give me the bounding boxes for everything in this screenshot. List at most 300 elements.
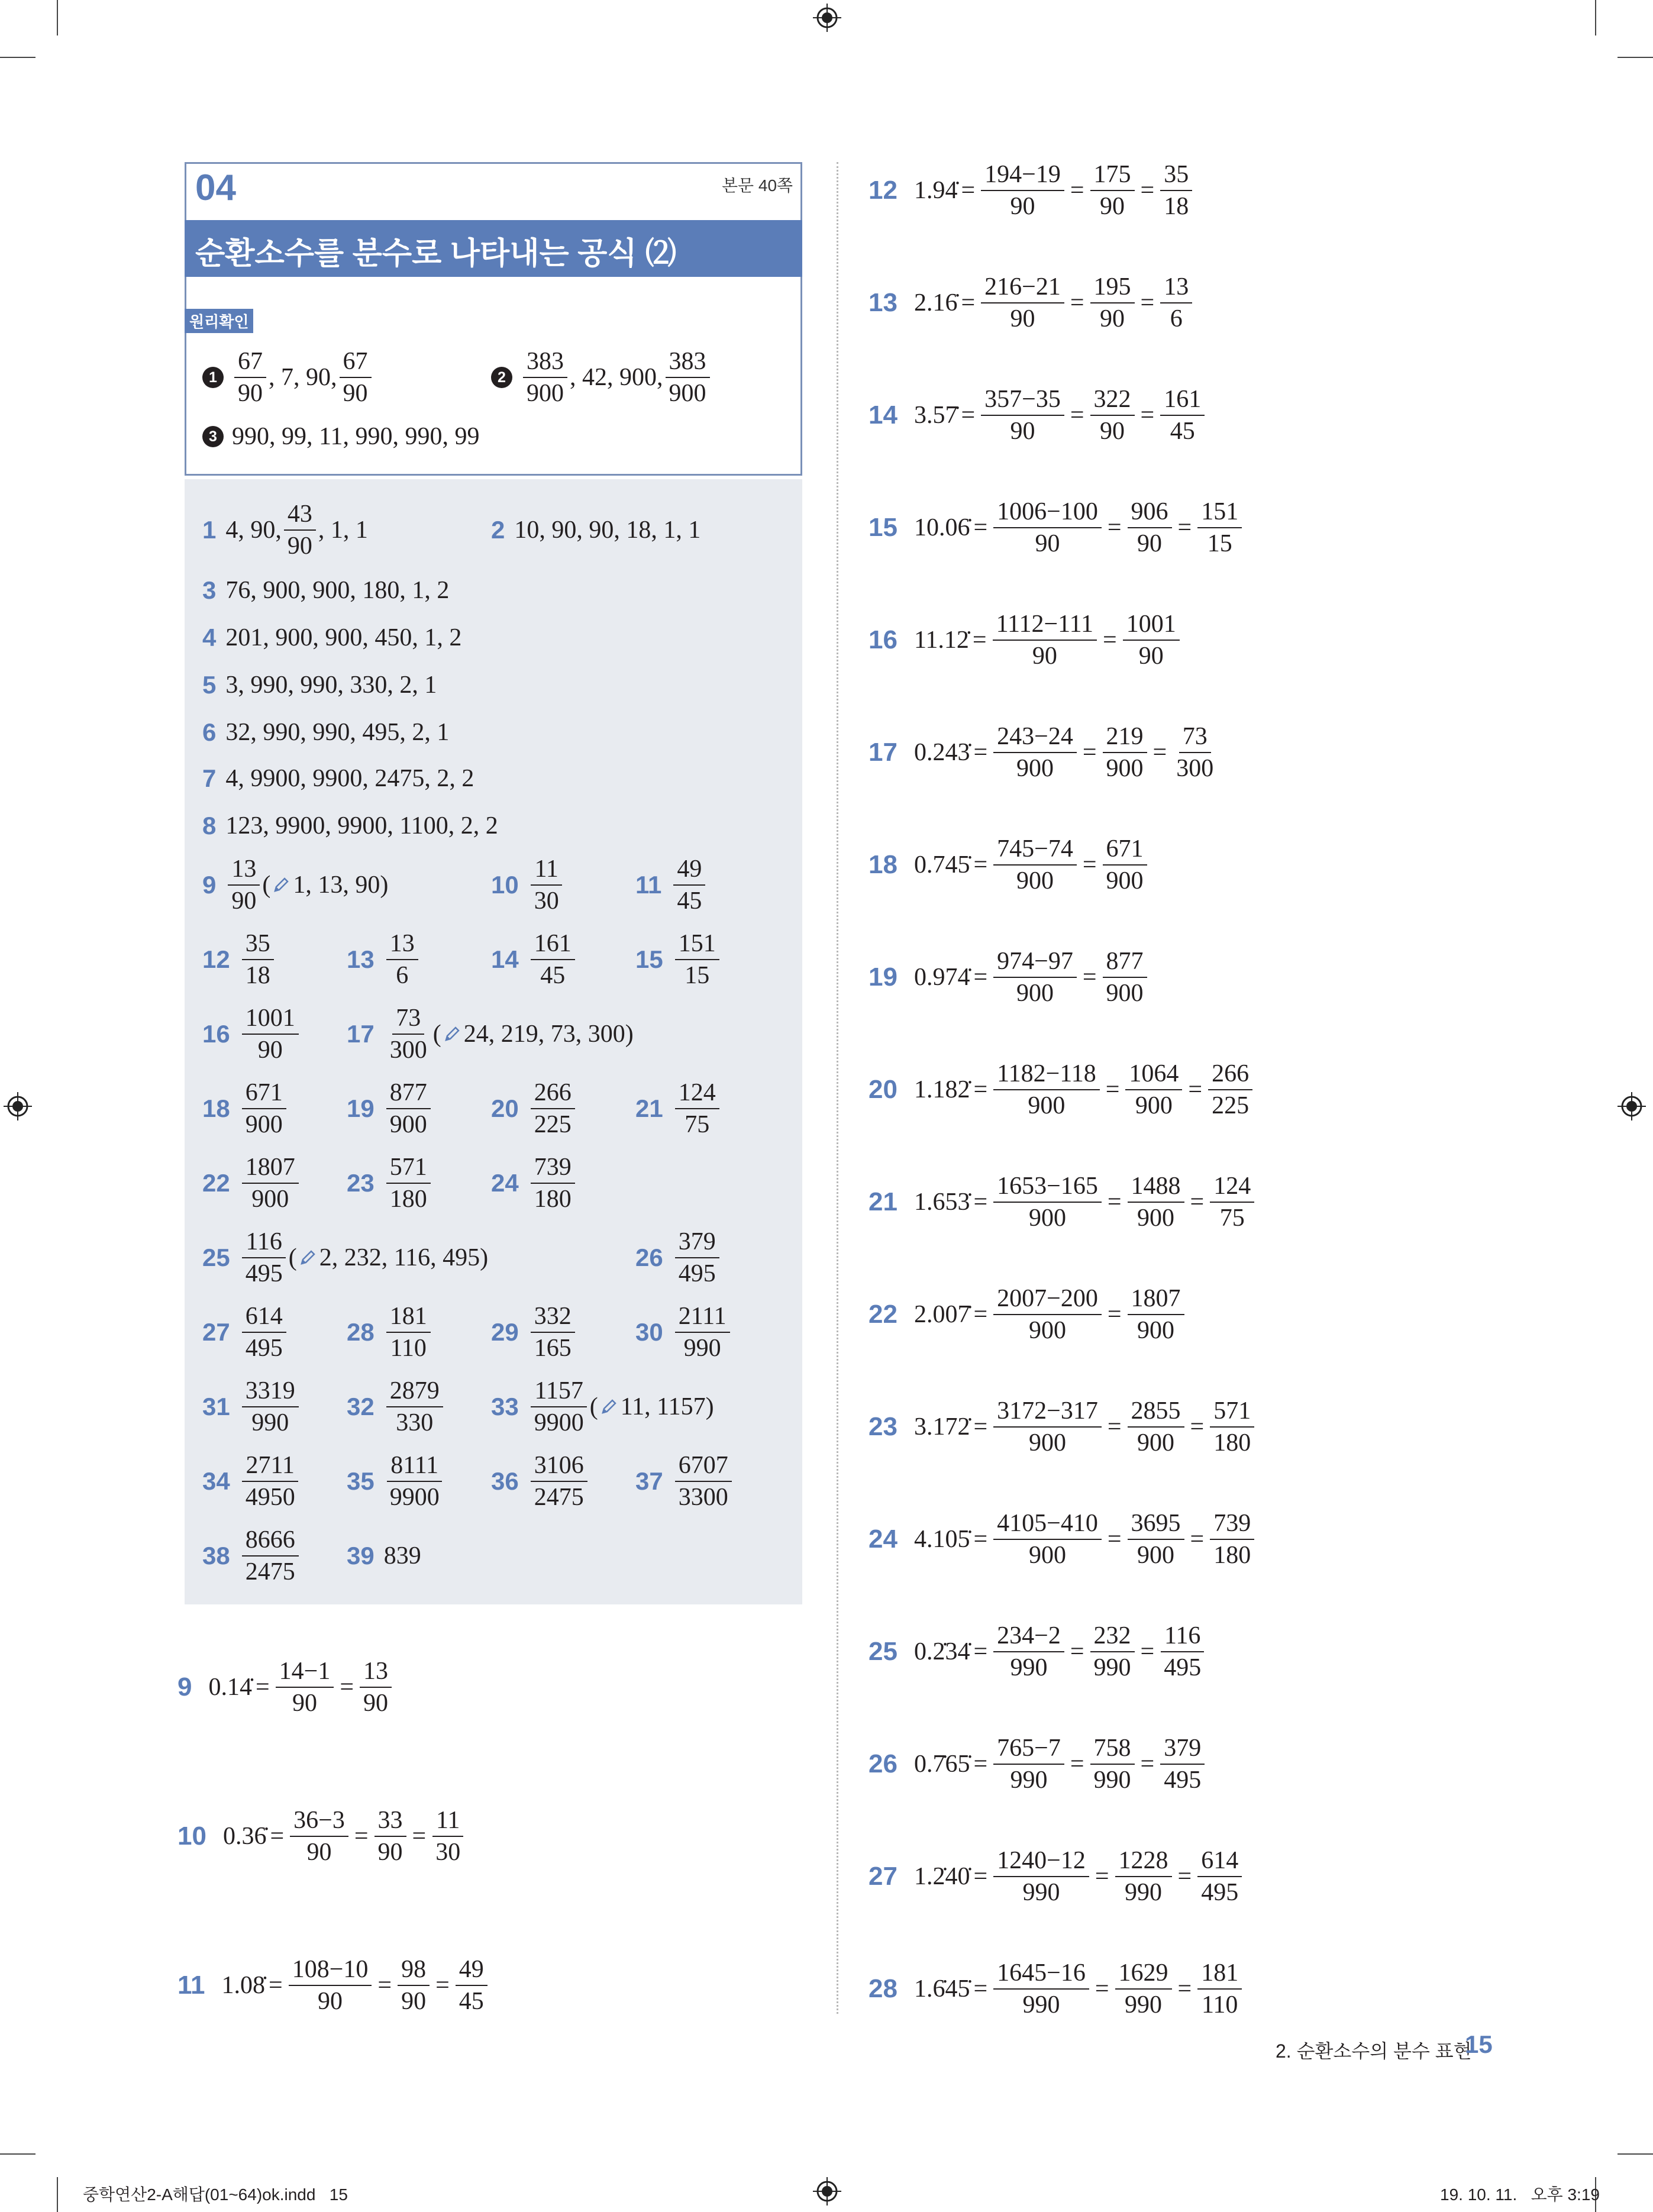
answer-text: 4, 9900, 9900, 2475, 2, 2 — [225, 765, 474, 792]
denominator: 90 — [257, 1036, 283, 1064]
numerator: 35 — [1160, 162, 1192, 191]
repeating-decimal: 2.16̇ — [913, 289, 958, 317]
numerator: 161 — [1160, 387, 1205, 416]
fraction — [666, 349, 710, 406]
denominator: 900 — [1106, 867, 1144, 895]
denominator: 6 — [1170, 305, 1183, 332]
equals-sign: = — [973, 1526, 988, 1553]
repeating-decimal: 4.105̇ — [913, 1526, 970, 1553]
fraction — [531, 1304, 575, 1361]
numerator: 739 — [531, 1155, 575, 1184]
crop-line — [1595, 0, 1596, 35]
numerator: 877 — [1103, 949, 1147, 978]
fraction — [1090, 275, 1135, 331]
solution-number: 22 — [869, 1300, 897, 1329]
answer-number: 11 — [635, 871, 662, 899]
answer-text: ( — [262, 871, 271, 899]
repeating-decimal: 0.745̇ — [913, 851, 970, 879]
answer-12 — [202, 931, 276, 988]
solution-9 — [177, 1658, 394, 1717]
fraction — [1197, 1848, 1242, 1905]
repeating-decimal: 0.7̇65̇ — [913, 1751, 970, 1778]
numerator: 974−97 — [993, 949, 1077, 978]
fraction — [360, 1659, 392, 1716]
fraction — [981, 162, 1064, 219]
solution-15 — [869, 498, 1244, 557]
fraction — [1210, 1399, 1254, 1455]
solution-number: 26 — [869, 1749, 897, 1778]
answer-number: 23 — [347, 1169, 374, 1197]
numerator: 671 — [242, 1080, 286, 1109]
solution-number: 20 — [869, 1075, 897, 1104]
numerator: 877 — [386, 1080, 431, 1109]
equals-sign: = — [973, 1076, 988, 1103]
unit-number: 04 — [195, 167, 236, 208]
fraction — [456, 1957, 487, 2014]
fraction — [228, 857, 260, 913]
fraction — [1160, 387, 1205, 444]
denominator: 90 — [377, 1839, 403, 1866]
registration-mark-icon — [813, 4, 841, 32]
repeating-decimal: 3.172̇ — [913, 1413, 970, 1441]
page-reference: 본문 40쪽 — [722, 176, 793, 195]
numerator: 6707 — [675, 1453, 732, 1482]
numerator: 8666 — [242, 1528, 299, 1557]
answer-number: 3 — [202, 576, 217, 604]
solution-27 — [869, 1847, 1244, 1906]
answer-text: ( — [589, 1393, 598, 1420]
numerator: 2711 — [242, 1453, 298, 1482]
answer-text: 10, 90, 90, 18, 1, 1 — [514, 516, 701, 544]
numerator: 151 — [1197, 499, 1242, 528]
denominator: 90 — [1010, 193, 1035, 220]
equals-sign: = — [973, 964, 988, 991]
equals-sign: = — [377, 1972, 392, 1999]
answer-19 — [347, 1080, 433, 1137]
crop-line — [57, 0, 58, 35]
equals-sign: = — [1103, 627, 1117, 654]
equals-sign: = — [1070, 1751, 1084, 1778]
equals-sign: = — [973, 1863, 988, 1890]
numerator: 124 — [1210, 1174, 1254, 1203]
answer-text: 201, 900, 900, 450, 1, 2 — [225, 624, 462, 651]
answer-8 — [202, 797, 498, 854]
equals-sign: = — [354, 1823, 369, 1850]
repeating-decimal: 1.653̇ — [913, 1189, 970, 1216]
equals-sign: = — [973, 1189, 988, 1216]
numerator: 1064 — [1125, 1061, 1182, 1090]
answer-number: 25 — [202, 1244, 230, 1271]
fraction — [993, 1848, 1089, 1905]
fraction — [993, 724, 1077, 781]
numerator: 906 — [1128, 499, 1172, 528]
denominator: 45 — [677, 887, 702, 915]
numerator: 1001 — [1123, 612, 1180, 641]
denominator: 3300 — [678, 1484, 728, 1511]
equals-sign: = — [1190, 1413, 1205, 1441]
page-number: 15 — [1465, 2030, 1493, 2058]
answer-text: 76, 900, 900, 180, 1, 2 — [225, 577, 450, 604]
numerator: 1645−16 — [993, 1961, 1089, 1990]
solution-14 — [869, 386, 1207, 445]
numerator: 3106 — [531, 1453, 587, 1482]
equals-sign: = — [1140, 177, 1155, 204]
answer-text: 4, 90, — [225, 516, 282, 544]
equals-sign: = — [1082, 851, 1097, 879]
fraction — [1090, 162, 1135, 219]
answer-10 — [491, 857, 565, 913]
repeating-decimal: 1.6̇45̇ — [913, 1975, 970, 2003]
fraction — [993, 837, 1077, 893]
equals-sign: = — [972, 627, 987, 654]
answer-15 — [635, 931, 722, 988]
fraction — [1128, 1286, 1184, 1343]
denominator: 18 — [245, 962, 270, 989]
denominator: 90 — [363, 1690, 389, 1717]
answer-number: 19 — [347, 1094, 374, 1122]
equals-sign: = — [1140, 1638, 1155, 1665]
numerator: 13 — [1160, 275, 1192, 303]
answer-number: 34 — [202, 1467, 230, 1495]
fraction — [1123, 612, 1180, 669]
numerator: 266 — [1208, 1061, 1252, 1090]
numerator: 195 — [1090, 275, 1135, 303]
numerator: 13 — [360, 1659, 392, 1688]
crop-line — [57, 2177, 58, 2212]
numerator: 332 — [531, 1304, 575, 1333]
numerator: 614 — [1197, 1848, 1242, 1877]
denominator: 900 — [1135, 1092, 1173, 1119]
denominator: 90 — [1100, 193, 1125, 220]
equals-sign: = — [1107, 1301, 1122, 1328]
fraction — [1197, 1961, 1242, 2017]
denominator: 4950 — [245, 1484, 295, 1511]
section-label: 2. 순환소수의 분수 표현 — [1276, 2040, 1472, 2062]
numerator: 73 — [1179, 724, 1211, 753]
denominator: 90 — [1032, 642, 1057, 670]
fraction — [531, 1155, 575, 1212]
equals-sign: = — [412, 1823, 427, 1850]
fraction — [1128, 1511, 1184, 1568]
numerator: 219 — [1103, 724, 1147, 753]
numerator: 1488 — [1128, 1174, 1184, 1203]
solution-10 — [177, 1807, 466, 1866]
answer-number: 6 — [202, 718, 217, 746]
numerator: 2111 — [675, 1304, 730, 1333]
denominator: 990 — [1022, 1991, 1060, 2019]
equals-sign: = — [973, 739, 988, 766]
fraction — [1103, 837, 1147, 893]
numerator: 3319 — [242, 1378, 299, 1407]
fraction — [1103, 949, 1147, 1006]
numerator: 379 — [675, 1229, 719, 1258]
denominator: 45 — [540, 962, 566, 989]
numerator: 758 — [1090, 1736, 1135, 1765]
fraction — [1160, 1736, 1205, 1793]
print-timestamp: 19. 10. 11. 오후 3:19 — [1440, 2185, 1600, 2204]
numerator: 194−19 — [981, 162, 1064, 191]
denominator: 900 — [1137, 1317, 1175, 1344]
numerator: 161 — [531, 931, 575, 960]
answer-number: 4 — [202, 624, 217, 651]
numerator: 745−74 — [993, 837, 1077, 866]
denominator: 90 — [306, 1839, 332, 1866]
answer-number: 30 — [635, 1318, 663, 1346]
numerator: 49 — [456, 1957, 487, 1986]
denominator: 900 — [1137, 1429, 1175, 1457]
numerator: 73 — [392, 1006, 424, 1035]
denominator: 495 — [245, 1260, 283, 1287]
repeating-decimal: 1.94̇ — [913, 177, 958, 204]
principle-2: 2 $\frac{383}{900}$ , 42, 900, $\frac{383}{900}$ — [491, 348, 712, 407]
answer-13 — [347, 931, 421, 988]
answer-number: 18 — [202, 1094, 230, 1122]
fraction — [1090, 1623, 1135, 1680]
fraction — [1173, 724, 1217, 781]
fraction — [242, 1378, 299, 1435]
denominator: 900 — [251, 1186, 289, 1213]
numerator: 1157 — [531, 1378, 586, 1407]
answer-text: 3, 990, 990, 330, 2, 1 — [225, 671, 437, 699]
answer-number: 29 — [491, 1318, 519, 1346]
answer-38 — [202, 1528, 301, 1584]
numerator: 1629 — [1115, 1961, 1172, 1990]
numerator: 124 — [675, 1080, 719, 1109]
answer-number: 20 — [491, 1094, 519, 1122]
fraction — [1115, 1848, 1172, 1905]
answer-number: 24 — [491, 1169, 519, 1197]
solution-20 — [869, 1060, 1255, 1119]
numerator: 3695 — [1128, 1511, 1184, 1540]
denominator: 180 — [389, 1186, 427, 1213]
answer-20 — [491, 1080, 577, 1137]
fraction — [432, 1808, 464, 1865]
solution-16 — [869, 611, 1182, 670]
numerator: 232 — [1090, 1623, 1135, 1652]
numerator: 571 — [386, 1155, 431, 1184]
equals-sign: = — [973, 1301, 988, 1328]
solution-28 — [869, 1959, 1244, 2019]
answer-17 — [347, 1006, 634, 1063]
repeating-decimal: 11.12̇ — [913, 627, 969, 654]
fraction — [673, 857, 705, 913]
equals-sign: = — [973, 514, 988, 541]
solution-number: 9 — [177, 1672, 192, 1701]
numerator: 383 — [666, 349, 710, 378]
fraction — [993, 1174, 1102, 1231]
answer-28 — [347, 1304, 433, 1361]
answer-number: 32 — [347, 1393, 374, 1420]
fraction — [290, 1808, 348, 1865]
fraction — [386, 1378, 443, 1435]
equals-sign: = — [973, 851, 988, 879]
denominator: 30 — [435, 1839, 461, 1866]
equals-sign: = — [1188, 1076, 1203, 1103]
equals-sign: = — [961, 402, 976, 429]
answer-number: 5 — [202, 671, 217, 699]
equals-sign: = — [1107, 1189, 1122, 1216]
answer-text: 2, 232, 116, 495) — [319, 1244, 489, 1271]
solution-number: 19 — [869, 963, 897, 992]
numerator: 671 — [1103, 837, 1147, 866]
equals-sign: = — [973, 1413, 988, 1441]
answer-number: 15 — [635, 945, 663, 973]
answer-37 — [635, 1453, 734, 1510]
numerator: 67 — [340, 349, 372, 378]
answer-32 — [347, 1378, 445, 1435]
numerator: 181 — [1197, 1961, 1242, 1990]
denominator: 90 — [292, 1690, 318, 1717]
fraction — [1115, 1961, 1172, 2017]
registration-mark-icon — [1618, 1092, 1646, 1120]
answer-number: 2 — [491, 516, 505, 544]
solution-18 — [869, 835, 1150, 895]
answer-35 — [347, 1453, 445, 1510]
fraction — [386, 1304, 431, 1361]
fraction — [276, 1659, 334, 1716]
equals-sign: = — [270, 1823, 285, 1850]
fraction — [675, 1229, 719, 1286]
numerator: 216−21 — [981, 275, 1064, 303]
crop-line — [1618, 2153, 1653, 2155]
fraction — [374, 1808, 406, 1865]
principle-3: 3 990, 99, 11, 990, 990, 99 — [202, 419, 479, 454]
denominator: 990 — [1125, 1879, 1163, 1906]
equals-sign: = — [255, 1674, 270, 1701]
denominator: 90 — [1100, 418, 1125, 445]
fraction — [1208, 1061, 1252, 1118]
solution-number: 23 — [869, 1412, 897, 1441]
answer-number: 21 — [635, 1094, 663, 1122]
numerator: 2879 — [386, 1378, 443, 1407]
numerator: 2855 — [1128, 1399, 1184, 1428]
answer-2 — [491, 502, 700, 558]
denominator: 180 — [1213, 1542, 1251, 1569]
numerator: 11 — [531, 857, 561, 886]
repeating-decimal: 1.182̇ — [913, 1076, 970, 1103]
solution-number: 21 — [869, 1187, 897, 1216]
fraction — [242, 1229, 286, 1286]
answer-18 — [202, 1080, 289, 1137]
denominator: 18 — [1164, 193, 1189, 220]
numerator: 1001 — [242, 1006, 299, 1035]
answer-number: 17 — [347, 1020, 374, 1048]
denominator: 900 — [1028, 1092, 1066, 1119]
equals-sign: = — [1082, 964, 1097, 991]
equals-sign: = — [1105, 1076, 1120, 1103]
answer-number: 39 — [347, 1542, 374, 1570]
page-title: 순환소수를 분수로 나타내는 공식 ⑵ — [195, 237, 677, 271]
file-name: 중학연산2-A해답(01~64)ok.indd 15 — [83, 2185, 348, 2204]
fraction — [675, 1080, 719, 1137]
denominator: 15 — [1207, 530, 1232, 557]
fraction — [993, 1061, 1100, 1118]
solution-22 — [869, 1285, 1187, 1344]
numerator: 266 — [531, 1080, 575, 1109]
equals-sign: = — [1140, 402, 1155, 429]
denominator: 495 — [1164, 1654, 1202, 1681]
fraction — [531, 931, 575, 988]
denominator: 900 — [1137, 1205, 1175, 1232]
denominator: 30 — [534, 887, 559, 915]
numerator: 8111 — [387, 1453, 442, 1482]
numerator: 1228 — [1115, 1848, 1172, 1877]
equals-sign: = — [1107, 514, 1122, 541]
equals-sign: = — [1190, 1526, 1205, 1553]
numerator: 1807 — [242, 1155, 299, 1184]
numerator: 1240−12 — [993, 1848, 1089, 1877]
registration-mark-icon — [813, 2177, 841, 2205]
numerator: 116 — [242, 1229, 285, 1258]
solution-25 — [869, 1622, 1207, 1681]
solution-number: 12 — [869, 176, 897, 205]
denominator: 990 — [1093, 1654, 1131, 1681]
answer-number: 27 — [202, 1318, 230, 1346]
registration-mark-icon — [4, 1092, 32, 1120]
answer-24 — [491, 1155, 577, 1212]
crop-line — [1618, 57, 1653, 58]
numerator: 181 — [386, 1304, 431, 1333]
fraction — [981, 275, 1064, 331]
denominator: 990 — [1022, 1879, 1060, 1906]
numerator: 1182−118 — [993, 1061, 1100, 1090]
denominator: 2475 — [245, 1558, 295, 1585]
answer-30 — [635, 1304, 732, 1361]
denominator: 90 — [318, 1988, 343, 2015]
solution-number: 27 — [869, 1862, 897, 1891]
fraction — [1160, 275, 1192, 331]
fraction — [1160, 162, 1192, 219]
repeating-decimal: 2.007̇ — [913, 1301, 970, 1328]
denominator: 9900 — [534, 1409, 584, 1436]
equals-sign: = — [1140, 289, 1155, 317]
denominator: 45 — [459, 1988, 484, 2015]
fraction — [1090, 387, 1135, 444]
answer-23 — [347, 1155, 433, 1212]
numerator: 35 — [242, 931, 274, 960]
numerator: 175 — [1090, 162, 1135, 191]
fraction — [993, 1961, 1089, 2017]
answer-text: 1, 13, 90) — [293, 871, 389, 899]
fraction — [386, 931, 418, 988]
solution-11 — [177, 1956, 490, 2015]
solution-number: 24 — [869, 1525, 897, 1554]
denominator: 495 — [1164, 1767, 1202, 1794]
equals-sign: = — [1152, 739, 1167, 766]
fraction — [981, 387, 1064, 444]
answer-text: 32, 990, 990, 495, 2, 1 — [225, 719, 450, 746]
numerator: 383 — [523, 349, 567, 378]
fraction — [1210, 1511, 1254, 1568]
solution-13 — [869, 273, 1194, 332]
denominator: 900 — [1137, 1542, 1175, 1569]
denominator: 990 — [1093, 1767, 1131, 1794]
fraction — [675, 1304, 730, 1361]
denominator: 2475 — [534, 1484, 584, 1511]
solution-number: 25 — [869, 1637, 897, 1666]
numerator: 33 — [374, 1808, 406, 1837]
answer-number: 28 — [347, 1318, 374, 1346]
solution-21 — [869, 1173, 1257, 1232]
denominator: 90 — [401, 1988, 427, 2015]
answer-text: , 1, 1 — [318, 516, 368, 544]
denominator: 330 — [396, 1409, 434, 1436]
answer-text: , 42, 900, — [570, 364, 663, 391]
answer-number: 35 — [347, 1467, 374, 1495]
equals-sign: = — [1190, 1189, 1205, 1216]
numerator: 234−2 — [993, 1623, 1064, 1652]
fraction — [386, 1080, 431, 1137]
